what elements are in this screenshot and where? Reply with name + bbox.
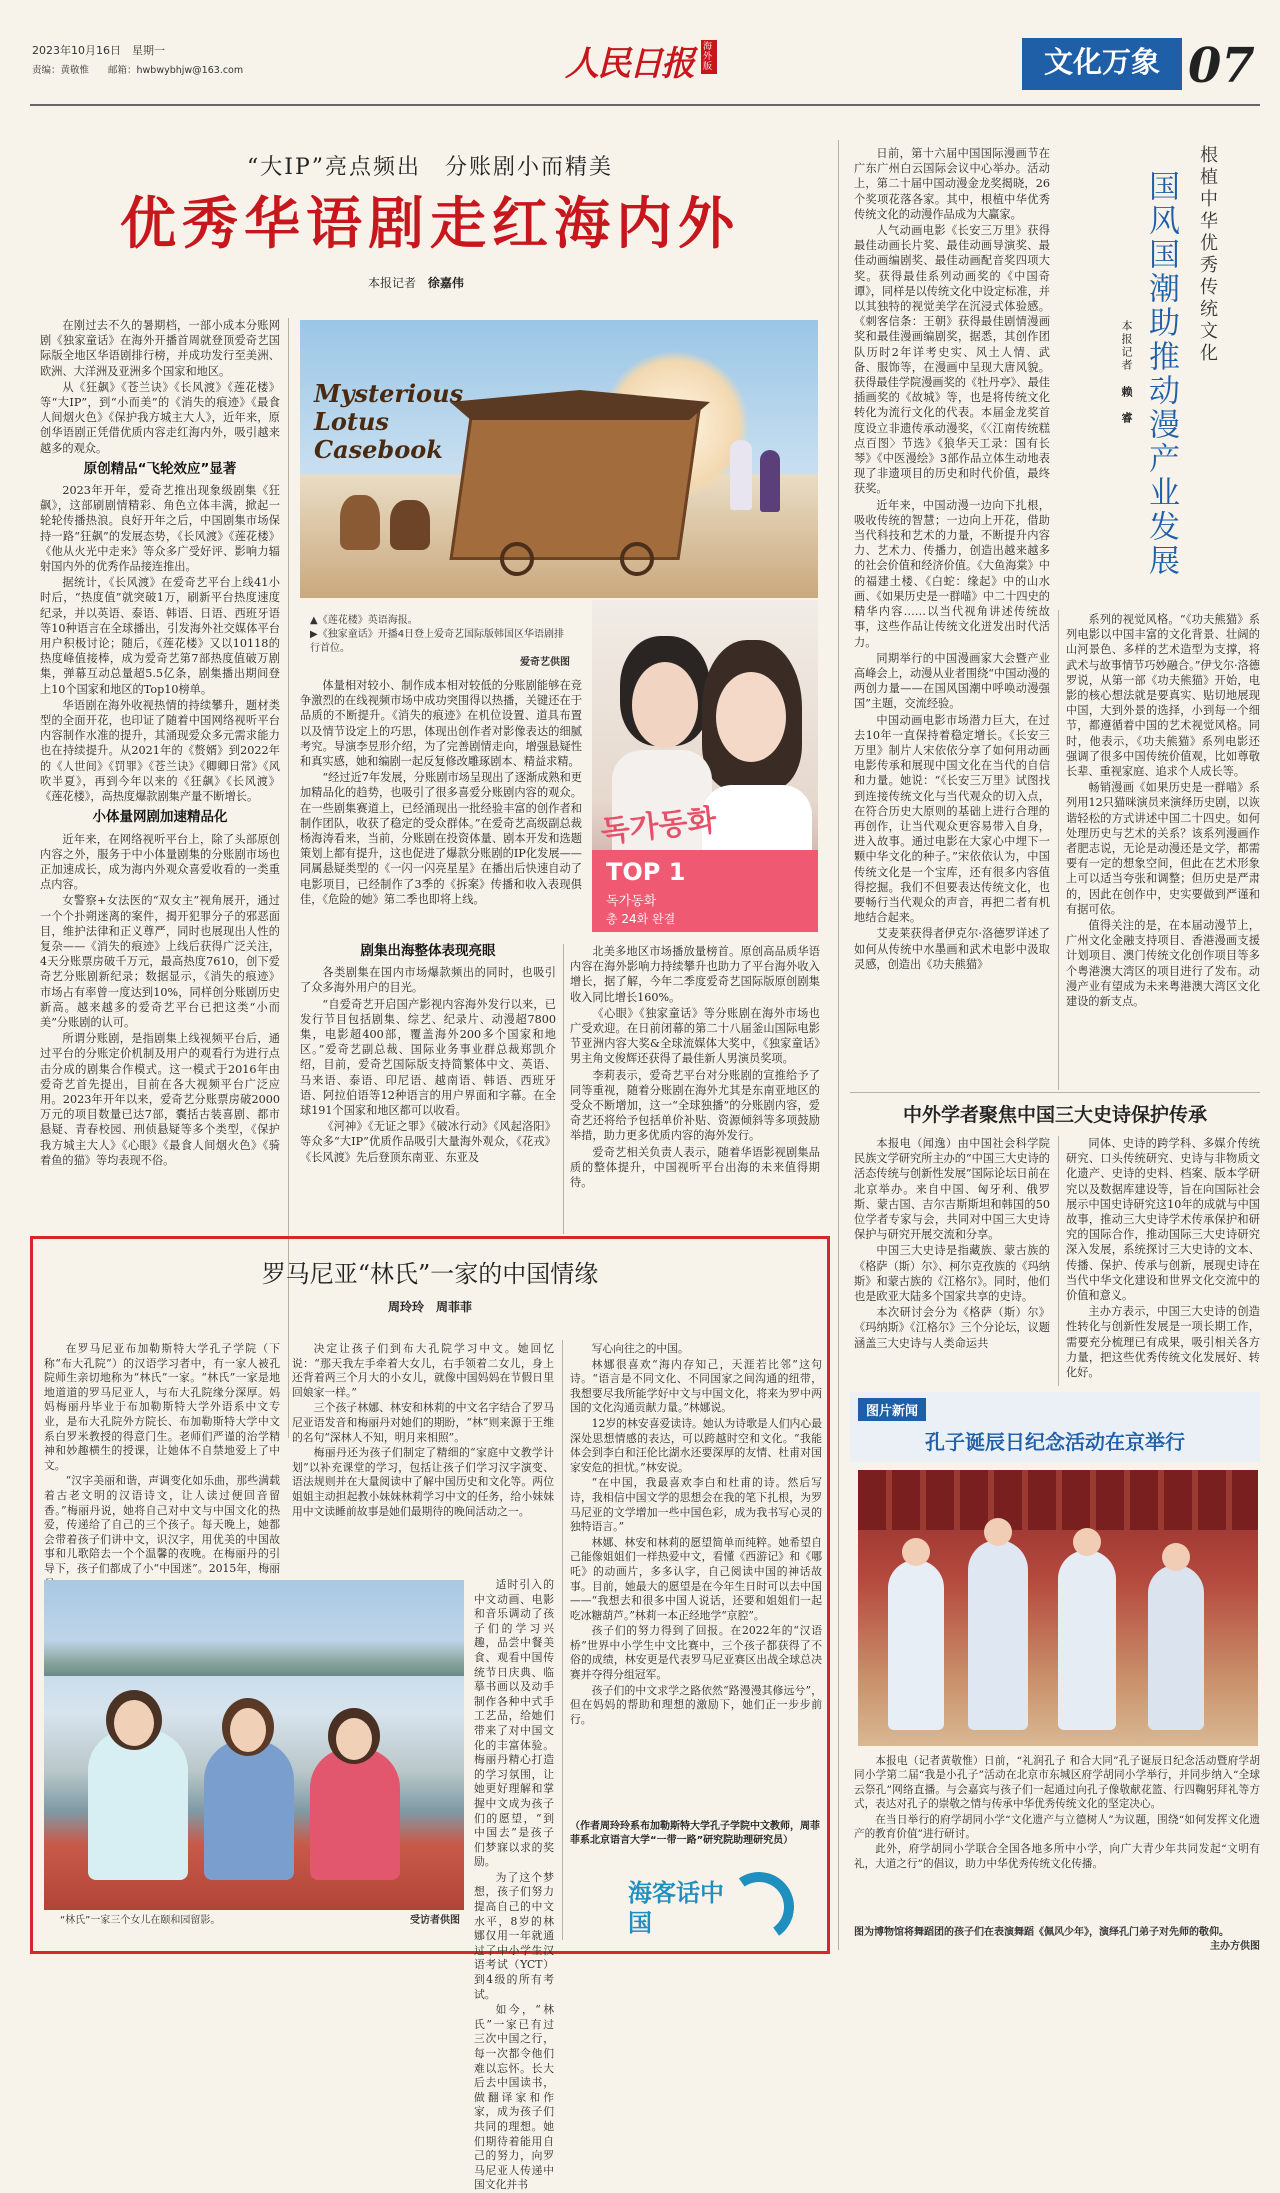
paragraph: 在当日举行的府学胡同小学“文化遗产与立德树人”为议题，围绕“如何发挥文化遗产的教育价值”进行研讨。 (854, 1813, 1260, 1841)
caption-line: “林氏”一家三个女儿在颐和园留影。 (60, 1915, 221, 1926)
main-column-2b (300, 944, 556, 1234)
paragraph: 决定让孩子们到布大孔院学习中文。她回忆说：“那天我左手牵着大女儿，右手领着二女儿，身上还背着两三个月大的小女儿，就像中国妈妈在节假日里回娘家一样。” (292, 1342, 554, 1399)
main-kicker: “大IP”亮点频出 分账剧小而精美 (247, 155, 613, 180)
family-caption (60, 1914, 460, 1930)
photo-news-headline: 孔子诞辰日纪念活动在京举行 (925, 1430, 1185, 1454)
photo-news-tag: 图片新闻 (858, 1398, 926, 1421)
page-number: 07 (1188, 38, 1255, 94)
confucius-photo (858, 1470, 1258, 1746)
paragraph: 三个孩子林娜、林安和林莉的中文名字结合了罗马尼亚语发音和梅丽丹对她们的期盼，“林”则来源于王维的名句“深林人不知，明月来相照”。 (292, 1401, 554, 1444)
page-divider (838, 140, 839, 1950)
editor-info: 责编：黄敬惟 邮箱：hwbwybhjw@163.com (32, 65, 244, 76)
paragraph: 日前，第十六届中国国际漫画节在广东广州白云国际会议中心举办。活动上，第二十届中国动漫金龙奖揭晓，26个奖项花落各家。其中，根植中华优秀传统文化的动漫作品成为大赢家。 (854, 147, 1050, 221)
paragraph: 主办方表示，中国三大史诗的创造性转化与创新性发展是一项长期工作，需要充分梳理已有成果，吸引相关各方力量，把这些优秀传统文化发展好、转化好。 (1066, 1305, 1260, 1380)
author-note: （作者周玲玲系布加勒斯特大学孔子学院中文教师，周菲菲系北京语言大学“一带一路”研究院助理研究员） (570, 1821, 820, 1846)
paragraph: 在罗马尼亚布加勒斯特大学孔子学院（下称“布大孔院”）的汉语学习者中，有一家人被孔院师生亲切地称为“林氏”一家。“林氏”一家是地地道道的罗马尼亚人，与布大孔院缘分深厚。妈妈梅丽丹毕业于布加勒斯特大学外语系中文专业，是布大孔院外方院长、布加勒斯特大学中文系白罗米教授的得意门生。老师们严谨的治学精神和妙趣横生的授课，让她体不自禁地爱上了中文。 (44, 1342, 280, 1472)
byline-name: 徐嘉伟 (427, 276, 464, 290)
paragraph: 2023年开年，爱奇艺推出现象级剧集《狂飙》，这部刷剧情精彩、角色立体丰满，掀起一轮轮传播热浪。良好开年之后，中国剧集市场保持一路“狂飙”的发展态势，《长风渡》《莲花楼》《他从火光中走来》等众多广受好评、影响力辐射国内外的优秀作品接连推出。 (40, 484, 280, 574)
confucius-caption (854, 1926, 1260, 1956)
paragraph: 华语剧在海外收视热情的持续攀升，题材类型的全面开花，也印证了随着中国网络视听平台内容制作水准的提升，其涌现爱众多元需求能力也在持续提升。从2021年的《赘婿》到2022年的《人世间》《罚罪》《苍兰诀》《卿卿日常》《风吹半夏》，再到今年以来的《狂飙》《长风渡》《莲花楼》，高热度爆款剧集产量不断增长。 (40, 698, 280, 804)
paragraph: 孩子们的努力得到了回报。在2022年的“汉语桥”世界中小学生中文比赛中，三个孩子都获得了不俗的成绩，林安更是代表罗马尼亚赛区出战全球总决赛并夺得分组冠军。 (570, 1624, 822, 1682)
paragraph: 人气动画电影《长安三万里》获得最佳动画长片奖、最佳动画导演奖、最佳动画编剧奖、最佳动画配音奖四项大奖。获得最佳系列动画奖的《中国奇谭》，同样是以传统文化中设定标准，并以其独特的视觉美学在沉浸式体验感。《刺客信条：王朝》获得最佳剧情漫画奖和最佳漫画编剧奖，据悉，其创作团队历时2年详考史实、风土人情、武备、服饰等，在漫画中呈现大唐风貌。获得最佳学院漫画奖的《牡丹亭》、最佳插画奖的《故城》等，也是将传统文化转化为流行文化的代表。本届金龙奖首度设立非遗传承动漫奖，《〈江南传统糕点百图〉节选》《狼华天工录：国有长琴》《中医漫绘》3部作品立体生动地表现了非遗项目的历史和时代价值，最终获奖。 (854, 224, 1050, 496)
paragraph: 畅销漫画《如果历史是一群喵》系列用12只猫咪演员来演绎历史剧，以诙谐轻松的方式讲述中国二十四史。如何处理历史与艺术的关系？该系列漫画作者肥志说，无论是动漫还是文学，都需要有一定的想象空间，但此在艺术形象上可以适当夸张和调整；但历史是严肃的，因此在创作中，史实要做到严谨和有据可依。 (1066, 781, 1260, 916)
paragraph: “在中国，我最喜欢李白和杜甫的诗。然后写诗，我相信中国文学的思想会在我的笔下扎根，为罗马尼亚的文学增加一些中国色彩，成为我书写心灵的独特语言。” (570, 1476, 822, 1534)
byline-prefix: 本报记者 (368, 276, 417, 290)
column-badge (620, 1872, 820, 1948)
paragraph: 孩子们的中文求学之路依然“路漫漫其修远兮”，但在妈妈的帮助和理想的激励下，她们正一步步前行。 (570, 1683, 822, 1726)
logo-tag: 海外版 (701, 40, 717, 74)
caption-line: ▲《莲花楼》英语海报。 (310, 615, 418, 626)
paragraph: 如今，“林氏”一家已有过三次中国之行，每一次都令他们难以忘怀。长大后去中国读书，做翻译家和作家，成为孩子们共同的理想。她们期待着能用自己的努力，向罗马尼亚人传递中国文化并书 (474, 2003, 554, 2192)
paragraph: 从《狂飙》《苍兰诀》《长风渡》《莲花楼》等“大IP”，到“小而美”的《消失的痕迹》《最食人间烟火色》《保护我方城主大人》，近年来，原创华语剧正凭借优质内容走红海内外，吸引越来越多的观众。 (40, 380, 280, 455)
paragraph: 12岁的林安喜爱读诗。她认为诗歌是人们内心最深处思想情感的表达，可以跨越时空和文化。“我能体会到李白和汪伦比湖水还要深厚的友情、杜甫对国家安危的担忧。”林安说。 (570, 1416, 822, 1474)
section-banner (1022, 38, 1182, 90)
paragraph: 近年来，中国动漫一边向下扎根，吸收传统的智慧；一边向上开花，借助当代科技和艺术的力量，不断提升内容力、艺术力、传播力，创造出越来越多的社会价值和经济价值。《大鱼海棠》中的福建土楼、《白蛇：缘起》中的山水画、《如果历史是一群喵》中二十四史的精华内容……以当代视角讲述传统故事，这些作品让传统文化迸发出时代活力。 (854, 498, 1050, 649)
photo-credit: 受访者供图 (410, 1915, 460, 1926)
main-byline (368, 274, 528, 292)
photo-credit: 主办方供图 (1210, 1941, 1260, 1952)
paragraph: 梅丽丹还为孩子们制定了精细的“家庭中文教学计划”以补充课堂的学习，包括让孩子们学习汉字演变、语法规则并在大量阅读中了解中国历史和文化等。两位姐姐主动担起教小妹妹林莉学习中文的任务，给小妹妹用中文读睡前故事是她们最期待的晚间活动之一。 (292, 1446, 554, 1518)
paragraph: 中国三大史诗是指藏族、蒙古族的《格萨（斯）尔》、柯尔克孜族的《玛纳斯》和蒙古族的《江格尔》。同时，他们也是欧亚大陆多个国家共享的史诗。 (854, 1244, 1050, 1304)
bottom-headline: 罗马尼亚“林氏”一家的中国情缘 (261, 1260, 599, 1288)
poster-caption (310, 614, 570, 666)
section-title: 文化万象 (1043, 45, 1160, 79)
paragraph: 体量相对较小、制作成本相对较低的分账剧能够在竞争激烈的在线视频市场中成功突围得以热播，关键还在于品质的不断提升。《消失的痕迹》在机位设置、道具布置以及情节设定上的巧思，体现出创作者对影像表达的细腻考究。导演李昱形介绍，为了完善剧情走向，增强悬疑性和真实感，她和编剧一起反复修改雕琢剧本、精益求精。 (300, 679, 582, 769)
caption-line: ▶《独家童话》开播4日登上爱奇艺国际版韩国区华语剧排行首位。 (310, 629, 565, 654)
paragraph: 近年来，在网络视听平台上，除了头部原创内容之外，服务于中小体量剧集的分账剧市场也正加速成长，成为海内外观众喜爱收看的一类重点内容。 (40, 832, 280, 892)
confucius-text (854, 1754, 1260, 1926)
paragraph: 同期举行的中国漫画家大会暨产业高峰会上，动漫从业者围绕“中国动漫的两创力量——在国风国潮中呼唤动漫强国”主题，交流经验。 (854, 651, 1050, 711)
main-column-3 (570, 944, 820, 1234)
paragraph: 各类剧集在国内市场爆款频出的同时，也吸引了众多海外用户的目光。 (300, 966, 556, 995)
paragraph: 林娜很喜欢“海内存知己，天涯若比邻”这句诗。“语言是不同文化、不同国家之间沟通的纽带，我想要尽我所能学好中文与中国文化，将来为罗中两国的文化沟通贡献力量。”林娜说。 (570, 1357, 822, 1415)
paragraph: 《河神》《无证之罪》《破冰行动》《风起洛阳》等众多“大IP”优质作品吸引大量海外观众，《花戎》《长风渡》先后登顶东南亚、东亚及 (300, 1120, 556, 1164)
column-divider (562, 1340, 563, 1940)
column-divider (1058, 1136, 1059, 1386)
paragraph: 爱奇艺相关负责人表示，随着华语影视剧集品质的整体提升，中国视听平台出海的未来值得期待。 (570, 1145, 820, 1190)
paragraph: 本次研讨会分为《格萨（斯）尔》《玛纳斯》《江格尔》三个分论坛，议题涵盖三大史诗与人类命运共 (854, 1306, 1050, 1350)
korean-subtitle: 독가동화 (606, 894, 657, 909)
paragraph: “汉字美丽和谐，声调变化如乐曲，那些满载着古老文明的汉语诗文，让人读过便回音留香。”梅丽丹说，她将自己对中文与中国文化的热爱，传递给了自己的三个孩子。每天晚上，她都会带着孩子们讲中文，识汉字，用优美的中国故事和儿歌陪去一个个温馨的夜晚。在梅丽丹的引导下，孩子们都成了小“中国迷”。2015年，梅丽 (44, 1474, 280, 1575)
paragraph: 所谓分账剧，是指剧集上线视频平台后，通过平台的分账定价机制及用户的观看行为进行点击分成的剧集合作模式。这一模式于2016年由爱奇艺首先提出，目前在各大视频平台广泛应用。2023年开年以来，爱奇艺分账票房破2000万元的项目数量已达7部，囊括古装喜剧、都市悬疑、青春校园、刑侦悬疑等多个类型，《保护我方城主大人》《心眼》《最食人间烟火色》《骑着鱼的猫》等均表现不俗。 (40, 1032, 280, 1167)
right-kicker: 根植中华优秀传统文化 (1197, 145, 1218, 365)
bottom-column-3 (570, 1342, 822, 1816)
byline-name: 赖 睿 (1120, 385, 1133, 425)
paragraph: 林娜、林安和林莉的愿望简单而纯粹。她希望自己能像姐姐们一样热爱中文，看懂《西游记》和《哪吒》的动画片，多多认字，自己阅读中国的神话故事。目前，她最大的愿望是在今年生日时可以去中国——“我想去和很多中国人说话，还要和姐姐们一起吃冰糖葫芦。”林莉一本正经地学“京腔”。 (570, 1535, 822, 1622)
paragraph: 女警察+女法医的“双女主”视角展开，通过一个个扑朔迷离的案件，揭开犯罪分子的邪恶面目，维护法律和正义尊严，同时也展现出人性的复杂——《消失的痕迹》上线后获得广泛关注，4天分账票房破千万元，最高热度7610，创下爱奇艺分账剧新纪录；数据显示，《消失的痕迹》市场占有率曾一度达到10%，同样创分账剧历史新高。越来越多的爱奇艺平台已把这类“小而美”分账剧的认可。 (40, 894, 280, 1029)
korean-poster (592, 600, 818, 932)
paragraph: 系列的视觉风格。“《功夫熊猫》系列电影以中国丰富的文化背景、壮阔的山河景色、多样的艺术造型为支撑，将武术与故事情节巧妙融合。”伊戈尔·洛德罗说，从第一部《功夫熊猫》开始，电影的核心想法就是要真实、贴切地展现中国，大到外景的选择，小到每一个细节，都遵循着中国的艺术视觉风格。同时，他表示，《功夫熊猫》系列电影还强调了很多中国传统价值观，比如尊敬长辈、重视家庭、追求个人成长等。 (1066, 613, 1260, 779)
column-divider (1058, 610, 1059, 1090)
epic-column-2 (1066, 1136, 1260, 1386)
paragraph: 为了这个梦想，孩子们努力提高自己的中文水平，8岁的林娜仅用一年就通过了中小学生汉语考试（YCT）到4级的所有考试。 (474, 1870, 554, 2001)
bottom-column-2b (474, 1578, 554, 2192)
top1-label: TOP 1 (606, 858, 686, 886)
paragraph: 值得关注的是，在本届动漫节上，广州文化金融支持项目、香港漫画支援计划项目、澳门传统文化创作项目等多个粤港澳大湾区的项目进行了发布。动漫产业有望成为未来粤港澳大湾区文化建设的新支点。 (1066, 919, 1260, 1009)
main-column-2a (300, 678, 582, 940)
epic-headline: 中外学者聚焦中国三大史诗保护传承 (902, 1104, 1207, 1126)
byline-prefix: 本报记者 (1120, 320, 1133, 372)
right-column-1 (854, 146, 1050, 1090)
right-headline: 国风国潮助推动漫产业发展 (1143, 170, 1179, 578)
section-rule (850, 1092, 1260, 1093)
paragraph: 适时引入的中文动画、电影和音乐调动了孩子们的学习兴趣，品尝中餐美食、观看中国传统节日庆典、临摹书画以及动手制作各种中式手工艺品，给她们带来了对中国文化的丰富体验。梅丽丹精心打造的学习氛围，让她更好理解和掌握中文成为孩子们的愿望，“到中国去”是孩子们梦寐以求的奖励。 (474, 1578, 554, 1869)
epic-column-1 (854, 1136, 1050, 1386)
photo-credit: 爱奇艺供图 (520, 657, 570, 668)
bottom-byline: 周玲玲 周菲菲 (387, 1300, 472, 1314)
issue-date: 2023年10月16日 星期一 (32, 44, 165, 57)
korean-episodes: 총 24화 완결 (606, 912, 676, 926)
subheading: 剧集出海整体表现亮眼 (360, 943, 496, 959)
paragraph: 在刚过去不久的暑期档，一部小成本分账网剧《独家童话》在海外开播首周就登顶爱奇艺国际版全地区华语剧排行榜，并成功发行至美洲、欧洲、大洋洲及亚洲多个国家和地区。 (40, 319, 280, 378)
main-headline: 优秀华语剧走红海内外 (120, 191, 740, 257)
paragraph: 李莉表示，爱奇艺平台对分账剧的宣推给予了同等重视，随着分账剧在海外尤其是东南亚地区的受众不断增加，这一“全球独播”的分账剧内容，爱奇艺还将给予包括单价补贴、资源倾斜等多项鼓励举措，助力更多优质内容的海外发行。 (570, 1068, 820, 1143)
right-column-2 (1066, 612, 1260, 1090)
paragraph: “自爱奇艺开启国产影视内容海外发行以来，已发行节目包括剧集、综艺、纪录片、动漫超7800集，电影超400部，覆盖海外200多个国家和地区。”爱奇艺副总裁、国际业务事业群总裁郑凯介绍，目前，爱奇艺国际版支持简繁体中文、英语、马来语、泰语、印尼语、越南语、韩语、西班牙语、阿拉伯语等12种语言的用户界面和字幕。在全球191个国家和地区都可以收看。 (300, 997, 556, 1118)
header-rule (30, 104, 1260, 106)
wave-icon (718, 1866, 799, 1947)
newspaper-logo (565, 36, 725, 92)
paragraph: “经过近7年发展，分账剧市场呈现出了逐渐成熟和更加精品化的趋势，也吸引了很多喜爱分账剧内容的观众。在一些剧集赛道上，已经涌现出一批经验丰富的创作者和制作团队，收获了稳定的受众群体。”在爱奇艺高级副总裁杨海涛看来，当前，分账剧在投资体量、剧本开发和选题策划上都有提升，这也促进了爆款分账剧的IP化发展——同属悬疑类型的《一闪一闪亮星星》在播出后快速自动了电影项目，已经制作了3季的《拆案》传播和收入表现俱佳，《危险的她》第二季也即将上线。 (300, 771, 582, 906)
subheading: 小体量网剧加速精品化 (92, 809, 228, 826)
paragraph: 本报电（闻逸）由中国社会科学院民族文学研究所主办的“中国三大史诗的活态传统与创新性发展”国际论坛日前在北京举办。来自中国、匈牙利、俄罗斯、蒙古国、吉尔吉斯斯坦和韩国的50位学者专家与会，共同对中国三大史诗保护与研究开展交流和分享。 (854, 1137, 1050, 1242)
paragraph: 同体、史诗的跨学科、多媒介传统研究、口头传统研究、史诗与非物质文化遗产、史诗的史料、档案、版本学研究以及数据库建设等，旨在向国际社会展示中国史诗研究这10年的成就与中国故事，推动三大史诗学术传承保护和研究的国际合作，推动国际三大史诗研究深入发展，系统探讨三大史诗的文本、传播、保护、传承与创新，展现史诗在当代中华文化建设和世界文化交流中的价值和意义。 (1066, 1137, 1260, 1303)
subheading: 原创精品“飞轮效应”显著 (83, 460, 237, 477)
paragraph: 《心眼》《独家童话》等分账剧在海外市场也广受欢迎。在日前闭幕的第二十八届釜山国际电影节亚洲内容大奖&全球流媒体大奖中，《独家童话》男主角文俊辉还获得了最佳新人男演员奖项。 (570, 1006, 820, 1066)
paragraph: 本报电（记者黄敬惟）日前，“礼润孔子 和合大同”孔子诞辰日纪念活动暨府学胡同小学第二届“我是小孔子”活动在北京市东城区府学胡同小学举行，并同步纳入“全球云祭孔”网络直播。与会嘉宾与孩子们一起通过向孔子像敬献花篮、行四鞠躬拜礼等方式，表达对孔子的崇敬之情与传承中华优秀传统文化的坚定决心。 (854, 1755, 1260, 1811)
poster-title: Mysterious Lotus Casebook (314, 379, 464, 464)
bottom-column-1 (44, 1342, 280, 1578)
photo-news-header (850, 1392, 1260, 1462)
right-byline (1112, 320, 1134, 470)
paragraph: 艾麦莱获得者伊克尔·洛德罗详述了如何从传统中水墨画和武术电影中汲取灵感，创造出《功夫熊猫》 (854, 927, 1050, 971)
paragraph: 写心向往之的中国。 (591, 1342, 689, 1355)
caption-line: 图为博物馆将舞蹈团的孩子们在表演舞蹈《佩风少年》，演绎孔门弟子对先师的敬仰。 (854, 1927, 1229, 1938)
paragraph: 据统计，《长风渡》在爱奇艺平台上线41小时后，“热度值”就突破1万，刷新平台热度速度纪录，并以英语、泰语、韩语、日语、西班牙语等10种语言在全球播出，引发海外社交媒体平台用户积极讨论；随后，《莲花楼》又以10118的热度峰值接棒，成为爱奇艺第7部热度值破万剧集，弹幕互动总量超5.5亿条，剧集播出期间登上10个国家和地区的Top10榜单。 (40, 576, 280, 696)
badge-text: 海客话中国 (628, 1878, 724, 1937)
paragraph: 北美多地区市场播放量榜首。原创高品质华语内容在海外影响力持续攀升也助力了平台海外收入增长，据了解，今年二季度爱奇艺国际版原创剧集收入同比增长160%。 (570, 945, 820, 1004)
paragraph: 中国动画电影市场潜力巨大，在过去10年一直保持着稳定增长。《长安三万里》制片人宋依依分享了如何用动画电影传承和展现中国文化在当代的自信和力量。她说：“《长安三万里》试图找到连接传统文化与当代观众的切入点，在符合历史大原则的基础上进行合理的再创作，让当代观众更容易带入自身，进入故事。通过电影在大家心中埋下一颗中华文化的种子。”宋依依认为，中国传统文化是一个宝库，还有很多内容值得挖掘。我们不但要表达传统文化，也要畅行当代观众的声音，再把二者有机地结合起来。 (854, 713, 1050, 925)
family-photo (44, 1580, 464, 1910)
bottom-column-2a (292, 1342, 554, 1574)
paragraph: 此外，府学胡同小学联合全国各地多所中小学，向广大青少年共同发起“文明有礼，大道之行”的倡议，助力中华优秀传统文化传播。 (854, 1843, 1260, 1870)
logo-text: 人民日报 (565, 44, 693, 84)
korean-title: 독가동화 (599, 802, 719, 850)
poster-image (300, 320, 818, 598)
column-divider (563, 944, 564, 1234)
